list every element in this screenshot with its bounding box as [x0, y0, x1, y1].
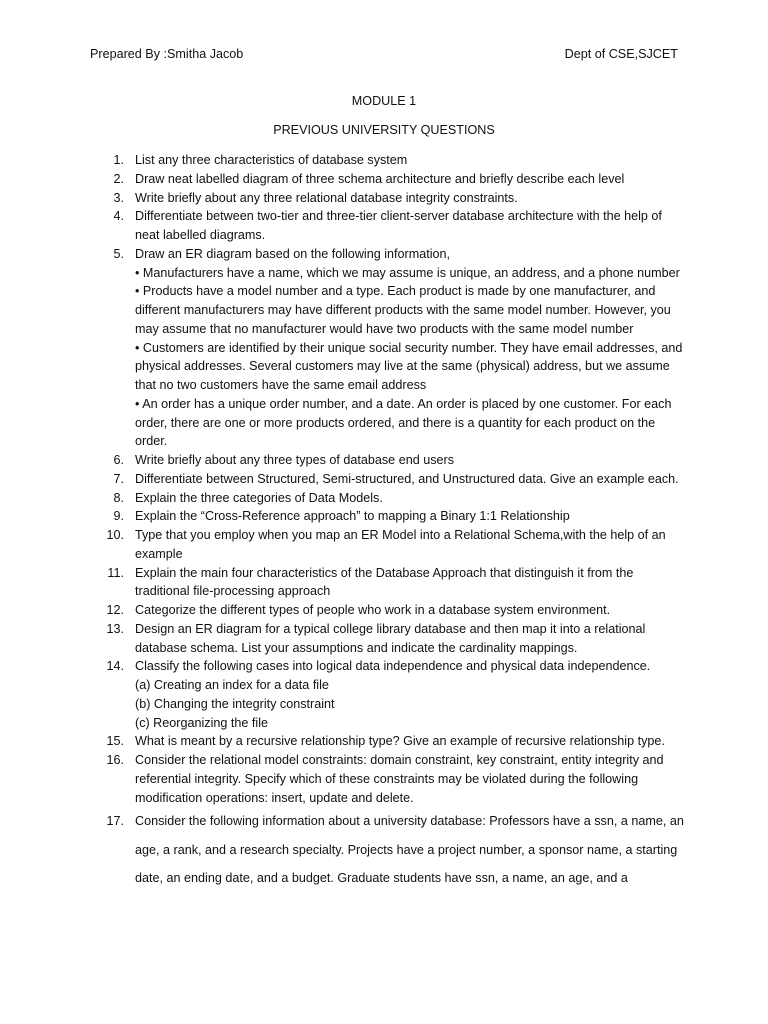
- question-text: Classify the following cases into logical data independence and physical data independence.: [135, 659, 651, 674]
- bullet-point: • Products have a model number and a type. Each product is made by one manufacturer, and different manufacturers may have different products with the same model number. However, you may assume that no manufacturer would have two products with the same model number: [135, 284, 671, 336]
- question-text: Type that you employ when you map an ER Model into a Relational Schema,with the help of an example: [135, 528, 666, 561]
- question-number: 3.: [113, 190, 124, 205]
- question-number: 2.: [113, 171, 124, 186]
- question-item: [0, 751, 768, 807]
- question-item: [0, 620, 768, 658]
- question-number: 6.: [113, 453, 124, 467]
- bullet-point: • An order has a unique order number, and a date. An order is placed by one customer. For each order, there are one or more products ordered, and there is a quantity for each product on the order.: [135, 396, 672, 449]
- question-item: [0, 489, 768, 508]
- question-text: What is meant by a recursive relationship type? Give an example of recursive relationship type.: [135, 734, 665, 749]
- sub-case: (b) Changing the integrity constraint: [135, 696, 335, 711]
- sub-case: (c) Reorganizing the file: [135, 715, 268, 730]
- question-text: Consider the following information about a university database: Professors have a ssn, a name, an age, a rank, and a research specialty. Projects have a project number, a sponsor name, a starting date, an ending date, and a budget. Graduate students have ssn, a name, an age, and a: [135, 814, 684, 886]
- question-item: [0, 564, 768, 602]
- question-text: Differentiate between two-tier and three-tier client-server database architecture with the help of neat labelled diagrams.: [135, 209, 662, 242]
- question-text: Explain the “Cross-Reference approach” to mapping a Binary 1:1 Relationship: [135, 509, 570, 524]
- question-number: 8.: [113, 490, 124, 505]
- header-department: Dept of CSE,SJCET: [564, 47, 678, 61]
- question-text: Categorize the different types of people who work in a database system environment.: [135, 603, 611, 617]
- question-text: Design an ER diagram for a typical college library database and then map it into a relational database schema. List your assumptions and indicate the cardinality mappings.: [135, 621, 646, 655]
- question-item: [0, 451, 768, 470]
- question-item: [0, 207, 768, 245]
- question-text: Write briefly about any three types of database end users: [135, 453, 454, 467]
- module-title: MODULE 1: [351, 94, 417, 108]
- question-number: 9.: [113, 509, 124, 524]
- question-item: [0, 657, 768, 732]
- question-item: [0, 151, 768, 170]
- sub-case: (a) Creating an index for a data file: [135, 678, 329, 692]
- question-number: 5.: [113, 246, 124, 261]
- question-item: [0, 507, 768, 526]
- question-number: 15.: [106, 734, 124, 749]
- question-text: Consider the relational model constraints: domain constraint, key constraint, entity integrity and referential integrity. Specify which of these constraints may be violated during the following modification operations: insert, update and delete.: [135, 753, 664, 805]
- question-item: [0, 601, 768, 620]
- section-subtitle: PREVIOUS UNIVERSITY QUESTIONS: [273, 123, 495, 137]
- question-item: [0, 189, 768, 208]
- question-number: 13.: [106, 621, 124, 636]
- question-text: Draw an ER diagram based on the following information,: [135, 246, 451, 261]
- question-number: 17.: [106, 814, 124, 829]
- bullet-point: • Customers are identified by their unique social security number. They have email addresses, and physical addresses. Several customers may live at the same (physical) address, but we assume that no two customers have the same email address: [135, 340, 683, 392]
- question-item: [0, 526, 768, 564]
- question-number: 4.: [113, 209, 124, 224]
- question-item: [0, 807, 768, 893]
- question-text: Draw neat labelled diagram of three schema architecture and briefly describe each level: [135, 171, 625, 186]
- header-author: Prepared By :Smitha Jacob: [90, 47, 244, 61]
- question-text: Differentiate between Structured, Semi-structured, and Unstructured data. Give an example each.: [135, 471, 679, 486]
- question-text: Explain the three categories of Data Models.: [135, 490, 383, 505]
- question-number: 10.: [106, 528, 124, 542]
- question-item: [0, 732, 768, 751]
- question-item: [0, 470, 768, 489]
- question-number: 14.: [106, 659, 124, 674]
- question-item: [0, 170, 768, 189]
- question-number: 12.: [106, 603, 124, 617]
- bullet-point: • Manufacturers have a name, which we may assume is unique, an address, and a phone number: [135, 265, 680, 280]
- question-number: 16.: [106, 753, 124, 767]
- question-number: 1.: [113, 153, 124, 167]
- question-text: Explain the main four characteristics of the Database Approach that distinguish it from the traditional file-processing approach: [135, 565, 634, 599]
- question-item: [0, 245, 768, 451]
- question-number: 11.: [107, 565, 124, 580]
- question-text: List any three characteristics of database system: [135, 153, 408, 167]
- question-list: [0, 151, 768, 893]
- question-number: 7.: [113, 471, 124, 486]
- question-text: Write briefly about any three relational database integrity constraints.: [135, 190, 518, 205]
